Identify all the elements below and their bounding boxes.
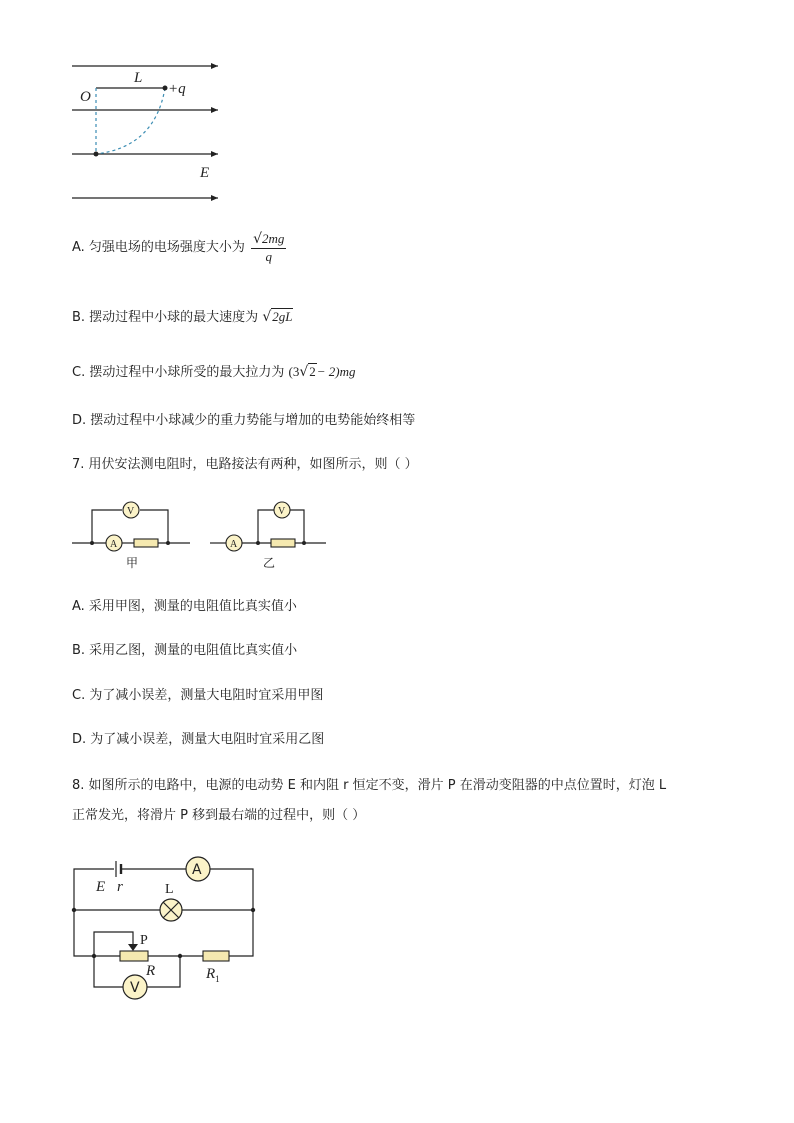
q6-option-c-rest: − 2)mg [316, 364, 356, 379]
label-R: R [146, 963, 156, 979]
q7-option-d: D. 为了减小误差，测量大电阻时宜采用乙图 [72, 732, 325, 747]
q6-option-a-numerator: 2mg [262, 230, 285, 246]
ammeter-label: A [192, 862, 202, 878]
label-L: L [134, 70, 143, 86]
q6-option-b-text: B. 摆动过程中小球的最大速度为 [72, 310, 259, 325]
q6-option-c-radicand: 2 [309, 364, 316, 379]
q7-option-a: A. 采用甲图，测量的电阻值比真实值小 [72, 599, 297, 614]
voltmeter-label: V [127, 506, 135, 517]
q6-option-c-text: C. 摆动过程中小球所受的最大拉力为 [72, 365, 285, 380]
q8-stem-line1: 8. 如图所示的电路中，电源的电动势 E 和内阻 r 恒定不变，滑片 P 在滑动变阻器的中点位置时，灯泡 L [72, 778, 667, 793]
charge-ball [163, 86, 168, 91]
resistor-icon [271, 539, 295, 547]
rheostat-icon [120, 951, 148, 961]
q7-option-b: B. 采用乙图，测量的电阻值比真实值小 [72, 643, 298, 658]
label-jia: 甲 [126, 556, 139, 570]
sqrt-icon: √ [262, 309, 272, 325]
q6-option-a-fraction [251, 231, 286, 265]
label-R1: $R_1$ [206, 966, 220, 984]
q6-option-d: D. 摆动过程中小球减少的重力势能与增加的电势能始终相等 [72, 413, 416, 428]
q6-option-a-text: A. 匀强电场的电场强度大小为 [72, 240, 245, 255]
q6-option-c [72, 363, 356, 382]
q6-option-a-denominator: q [265, 248, 272, 264]
label-P: P [140, 933, 148, 948]
label-E: E [96, 879, 106, 895]
label-r: r [117, 879, 123, 895]
q8-circuit-figure [66, 850, 266, 1000]
sqrt-icon: √ [253, 230, 262, 247]
resistor-icon [134, 539, 158, 547]
label-yi: 乙 [263, 556, 276, 570]
q6-option-b [72, 308, 293, 327]
label-E: E [200, 165, 210, 181]
swing-arc [96, 88, 165, 154]
lowest-point [94, 152, 99, 157]
voltmeter-label: V [278, 506, 286, 517]
question6-figure [60, 55, 240, 215]
resistor-r1-icon [203, 951, 229, 961]
q6-option-b-radicand: 2gL [272, 309, 293, 324]
sqrt-icon: √ [299, 364, 309, 380]
q7-stem: 7. 用伏安法测电阻时，电路接法有两种，如图所示，则（ ） [72, 457, 418, 472]
voltmeter-label: V [130, 980, 140, 996]
label-L: L [165, 882, 174, 897]
ammeter-label: A [230, 539, 238, 550]
q8-stem-line2: 正常发光，将滑片 P 移到最右端的过程中，则（ ） [72, 808, 366, 823]
q6-option-c-open: (3 [288, 364, 300, 379]
ammeter-label: A [110, 539, 118, 550]
q7-option-c: C. 为了减小误差，测量大电阻时宜采用甲图 [72, 688, 324, 703]
q7-circuit-yi [206, 495, 336, 575]
label-O: O [80, 89, 91, 105]
label-q: +q [168, 81, 186, 97]
slider-arrow-icon [128, 944, 138, 951]
q7-circuit-jia [70, 495, 200, 575]
q6-option-a [72, 228, 286, 268]
